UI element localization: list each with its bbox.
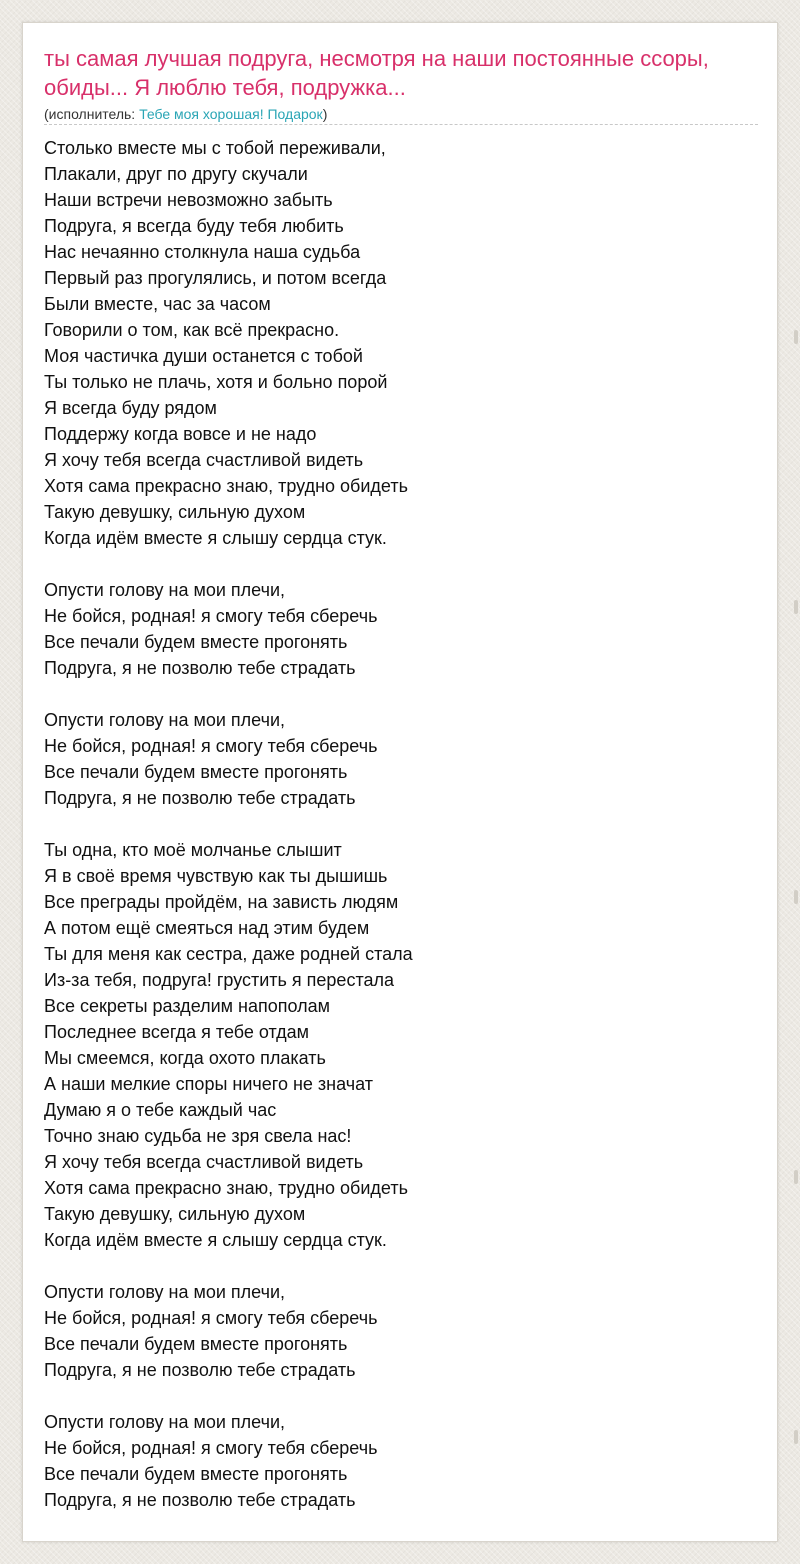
- lyric-line: Я в своё время чувствую как ты дышишь: [44, 866, 388, 886]
- lyric-line: Ты только не плачь, хотя и больно порой: [44, 372, 388, 392]
- lyric-line: Говорили о том, как всё прекрасно.: [44, 320, 340, 340]
- lyric-line: Все печали будем вместе прогонять: [44, 762, 348, 782]
- artist-suffix: ): [322, 106, 328, 122]
- lyric-line: Все секреты разделим напополам: [44, 996, 330, 1016]
- page-edge-mark: [794, 600, 798, 614]
- lyric-line: Все печали будем вместе прогонять: [44, 1464, 348, 1484]
- lyric-line: Моя частичка души останется с тобой: [44, 346, 363, 366]
- page-edge-mark: [794, 1430, 798, 1444]
- lyric-line: Думаю я о тебе каждый час: [44, 1100, 277, 1120]
- page-edge-mark: [794, 1170, 798, 1184]
- lyric-line: Хотя сама прекрасно знаю, трудно обидеть: [44, 476, 408, 496]
- lyric-line: Все печали будем вместе прогонять: [44, 1334, 348, 1354]
- lyric-line: Такую девушку, сильную духом: [44, 1204, 306, 1224]
- lyric-line: Не бойся, родная! я смогу тебя сберечь: [44, 736, 378, 756]
- title-divider: [44, 124, 758, 125]
- lyric-line: Были вместе, час за часом: [44, 294, 271, 314]
- lyric-line: Ты для меня как сестра, даже родней стала: [44, 944, 413, 964]
- song-title: ты самая лучшая подруга, несмотря на наши постоянные ссоры, обиды... Я люблю тебя, подружка...: [44, 46, 709, 100]
- lyric-line: Наши встречи невозможно забыть: [44, 190, 333, 210]
- lyric-line: Точно знаю судьба не зря свела нас!: [44, 1126, 352, 1146]
- lyric-line: Из-за тебя, подруга! грустить я перестала: [44, 970, 395, 990]
- lyric-line: Подруга, я не позволю тебе страдать: [44, 1360, 356, 1380]
- stanza: [44, 135, 758, 551]
- lyric-line: Я хочу тебя всегда счастливой видеть: [44, 1152, 364, 1172]
- lyric-line: Подруга, я не позволю тебе страдать: [44, 788, 356, 808]
- lyric-line: Все преграды пройдём, на зависть людям: [44, 892, 399, 912]
- lyric-line: Поддержу когда вовсе и не надо: [44, 424, 317, 444]
- lyric-line: Первый раз прогулялись, и потом всегда: [44, 268, 387, 288]
- page-edge-mark: [794, 330, 798, 344]
- lyric-line: Я хочу тебя всегда счастливой видеть: [44, 450, 364, 470]
- stanza: [44, 1279, 758, 1383]
- lyric-line: Опусти голову на мои плечи,: [44, 580, 286, 600]
- lyric-line: Опусти голову на мои плечи,: [44, 710, 286, 730]
- lyric-line: Подруга, я не позволю тебе страдать: [44, 1490, 356, 1510]
- artist-link[interactable]: Тебе моя хорошая! Подарок: [139, 106, 323, 122]
- lyric-line: Мы смеемся, когда охото плакать: [44, 1048, 326, 1068]
- artist-prefix: (исполнитель:: [44, 106, 140, 122]
- stanza: [44, 1409, 758, 1513]
- lyric-line: Столько вместе мы с тобой переживали,: [44, 138, 386, 158]
- lyric-line: Когда идём вместе я слышу сердца стук.: [44, 1230, 387, 1250]
- lyric-line: Когда идём вместе я слышу сердца стук.: [44, 528, 387, 548]
- lyric-line: Подруга, я не позволю тебе страдать: [44, 658, 356, 678]
- lyric-line: А потом ещё смеяться над этим будем: [44, 918, 370, 938]
- lyric-line: Не бойся, родная! я смогу тебя сберечь: [44, 1438, 378, 1458]
- lyric-line: Опусти голову на мои плечи,: [44, 1282, 286, 1302]
- lyrics-card: [22, 22, 778, 1542]
- lyric-line: Я всегда буду рядом: [44, 398, 217, 418]
- lyric-line: Такую девушку, сильную духом: [44, 502, 306, 522]
- lyric-line: Последнее всегда я тебе отдам: [44, 1022, 310, 1042]
- lyric-line: Не бойся, родная! я смогу тебя сберечь: [44, 606, 378, 626]
- lyrics-body: [44, 135, 758, 1513]
- lyric-line: Все печали будем вместе прогонять: [44, 632, 348, 652]
- lyric-line: А наши мелкие споры ничего не значат: [44, 1074, 373, 1094]
- stanza: [44, 707, 758, 811]
- lyric-line: Опусти голову на мои плечи,: [44, 1412, 286, 1432]
- lyric-line: Не бойся, родная! я смогу тебя сберечь: [44, 1308, 378, 1328]
- lyric-line: Ты одна, кто моё молчанье слышит: [44, 840, 342, 860]
- artist-line: [44, 105, 327, 123]
- lyric-line: Хотя сама прекрасно знаю, трудно обидеть: [44, 1178, 408, 1198]
- lyric-line: Плакали, друг по другу скучали: [44, 164, 308, 184]
- page-edge-mark: [794, 890, 798, 904]
- lyric-line: Подруга, я всегда буду тебя любить: [44, 216, 344, 236]
- lyric-line: Нас нечаянно столкнула наша судьба: [44, 242, 361, 262]
- stanza: [44, 837, 758, 1253]
- stanza: [44, 577, 758, 681]
